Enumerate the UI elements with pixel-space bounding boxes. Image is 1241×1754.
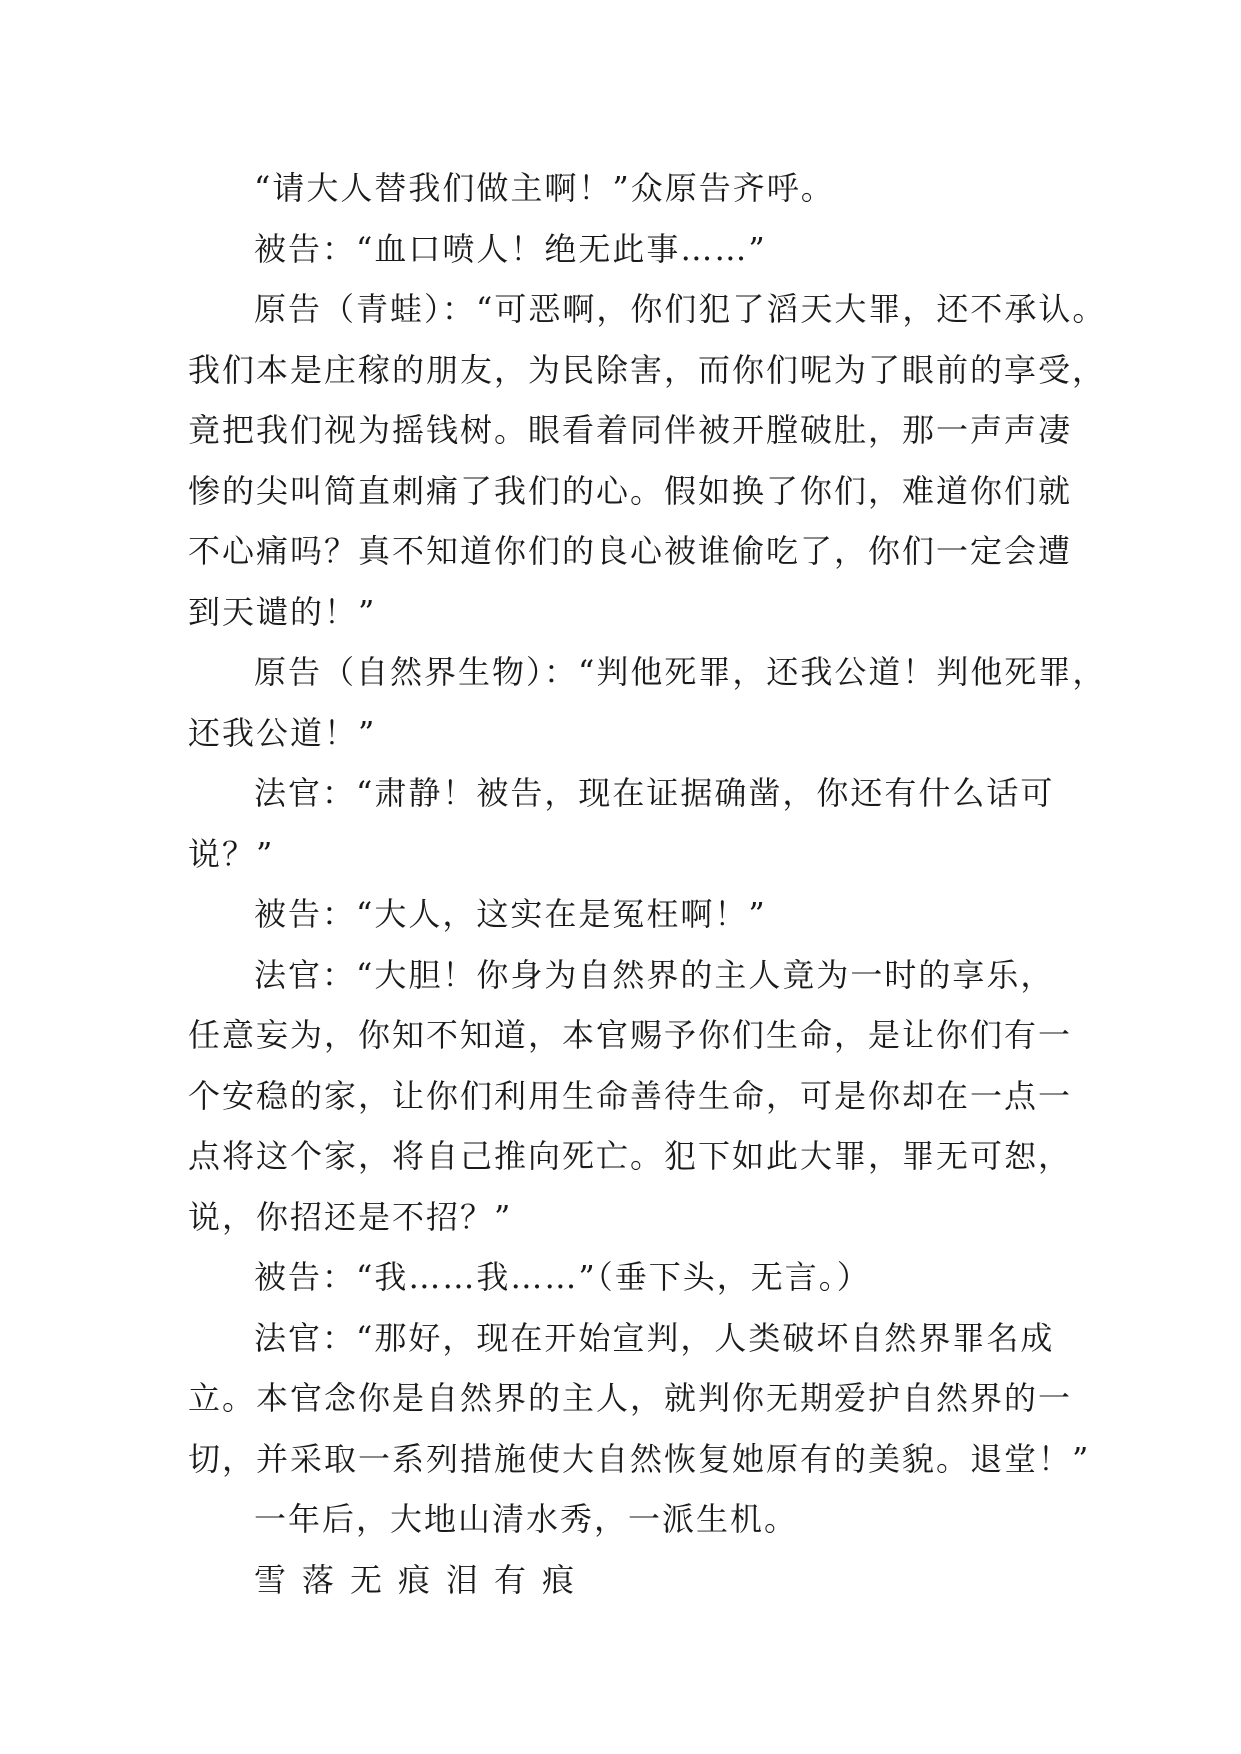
- paragraph-line: 还我公道！”: [188, 713, 377, 752]
- paragraph-line: 不心痛吗？真不知道你们的良心被谁偷吃了，你们一定会遭: [188, 532, 1073, 570]
- paragraph-line: 法官：“那好，现在开始宣判，人类破坏自然界罪名成: [254, 1318, 1055, 1357]
- paragraph-line: 个安稳的家，让你们利用生命善待生命，可是你却在一点一: [188, 1076, 1073, 1115]
- paragraph-line: 立。本官念你是自然界的主人，就判你无期爱护自然界的一: [188, 1379, 1073, 1417]
- paragraph-line: 竟把我们视为摇钱树。眼看着同伴被开膛破肚，那一声声凄: [188, 411, 1073, 449]
- paragraph-line: 说？”: [188, 834, 275, 873]
- paragraph-line: 到天谴的！”: [188, 592, 377, 631]
- paragraph-line: 任意妄为，你知不知道，本官赐予你们生命，是让你们有一: [188, 1016, 1073, 1054]
- paragraph-line: 被告：“我……我……”（垂下头，无言。）: [254, 1258, 871, 1296]
- author-line: 雪落无痕泪有痕: [254, 1560, 591, 1599]
- paragraph-line: 法官：“大胆！你身为自然界的主人竟为一时的享乐，: [254, 955, 1055, 994]
- paragraph-line: 原告（自然界生物）：“判他死罪，还我公道！判他死罪，: [254, 653, 1107, 691]
- document-body: [188, 158, 1107, 1610]
- paragraph-line: 被告：“大人，这实在是冤枉啊！”: [254, 895, 767, 933]
- paragraph-line: 切，并采取一系列措施使大自然恢复她原有的美貌。退堂！”: [188, 1439, 1091, 1478]
- paragraph-line: 我们本是庄稼的朋友，为民除害，而你们呢为了眼前的享受，: [188, 350, 1107, 389]
- paragraph-line: 惨的尖叫简直刺痛了我们的心。假如换了你们，难道你们就: [188, 471, 1073, 510]
- paragraph-line: 法官：“肃静！被告，现在证据确凿，你还有什么话可: [254, 774, 1055, 812]
- paragraph-line: 说，你招还是不招？”: [188, 1197, 513, 1236]
- paragraph-line: 点将这个家，将自己推向死亡。犯下如此大罪，罪无可恕，: [188, 1137, 1073, 1175]
- paragraph-line: 原告（青蛙）：“可恶啊，你们犯了滔天大罪，还不承认。: [254, 290, 1107, 328]
- paragraph-line: “请大人替我们做主啊！”众原告齐呼。: [254, 169, 835, 207]
- paragraph-line: 一年后，大地山清水秀，一派生机。: [254, 1500, 799, 1538]
- paragraph-line: 被告：“血口喷人！绝无此事……”: [254, 229, 767, 268]
